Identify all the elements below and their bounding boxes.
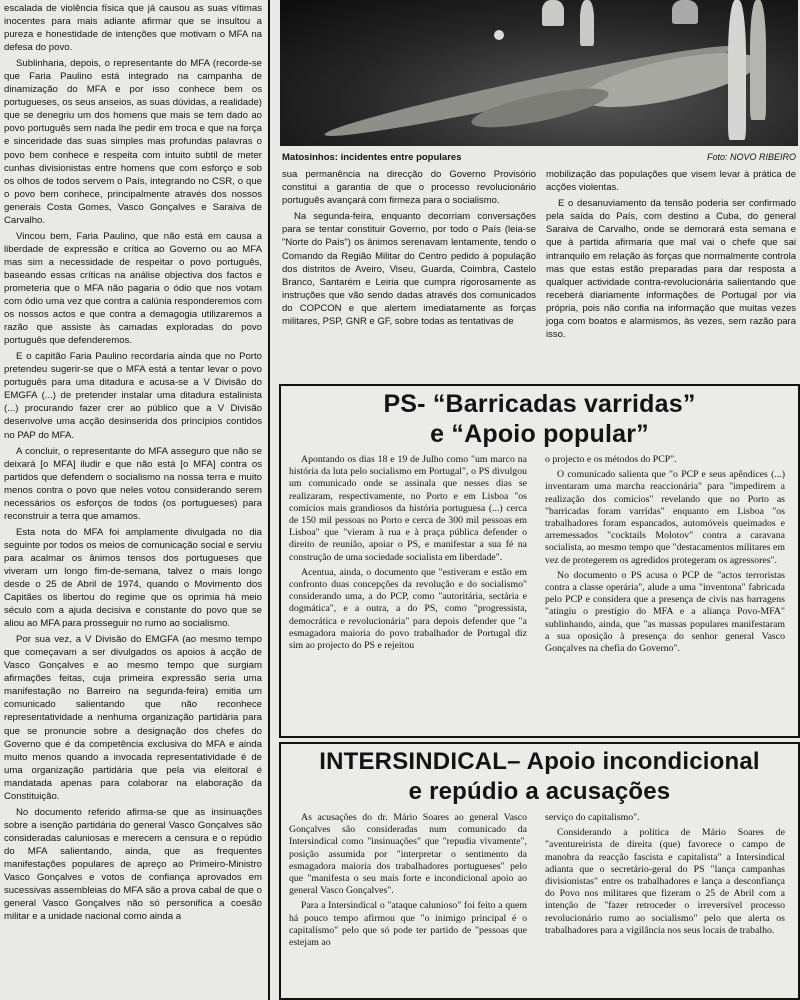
paragraph: Para a Intersindical o "ataque calunioso" foi feito a quem há pouco tempo afirmou que "o inimigo principal é o capitalismo" pelo que só pode ter partido de "pessoas que estejam ao	[289, 900, 527, 949]
paragraph: Por sua vez, a V Divisão do EMGFA (ao mesmo tempo que começavam a ser divulgados os apoios à acção de Vasco Gonçalves e ao mesmo tempo que surgiam afirmações feitas, cuja primeira expressão seria uma manifestação no Barreiro na segunda-feira) emitia um comunicado salientando que não reconhece representatividade a nenhuma organização partidária para que se pronuncie sobre a designação dos chefes do Governo que é da competência exclusiva do MFA e ainda muito menos quando a invocada representatividade é de uma organização partidária que pela via eleitoral é mandatada apenas para colaborar na elaboração da Constituição.	[4, 634, 262, 802]
paragraph: As acusações do dr. Mário Soares ao general Vasco Gonçalves são consideradas num comunicado da Intersindical como "insinuações" que "repudia vivamente", posição assumida por "interpretar o sentimento da esmagadora maioria dos trabalhadores portugueses" pelo que "manifesta o seu mais forte e incondicional apoio ao general Vasco Gonçalves".	[289, 812, 527, 897]
paragraph: No documento referido afirma-se que as insinuações sobre a isenção partidária do general Vasco Gonçalves são consideradas caluniosas e merecem a censura e o repúdio do MFA salientando, ainda, que as frequentes manifestações populares de apreço ao Primeiro-Ministro Vasco Gonçalves e votos de confiança aprovados em sucessivas assembleias do MFA são a prova cabal de que o general Vasco Gonçalves não só personifica a coesão militar e a unidade nacional como ainda a	[4, 806, 262, 923]
paragraph: O comunicado salienta que "o PCP e seus apêndices (...) inventaram uma marcha reaccionária" para "impedirem a realização dos comícios" revelando que no Porto as "barricadas foram varridas" enquanto em Lisboa "os trabalhadores foram espancados, automóveis queimados e arremessados "cocktails Molotov" contra a caravana socialista, ao mesmo tempo que "destacamentos militares em vez de protegerem os agredidos protegeram os agressores".	[545, 469, 785, 566]
paragraph: Sublinharia, depois, o representante do MFA (recorde-se que Faria Paulino está integrado na campanha de dinamização do MFA e por isso conhece bem os portugueses, os seus anseios, as suas dúvidas, a realidade) que se denegriu um dos homens que mais se tem dado ao povo português sem nada lhe pedir em troca e que na força e sinceridade das suas simples mas profundas palavras o povo bem conhece e respeita com intuito subtil de meter cunhas divisionistas entre homens que com esforço e sob os olhos de todos servem o País, integrando no CSR, o que o povo bem conhece, principalmente através dos nossos generais Costa Gomes, Vasco Gonçalves e Saraiva de Carvalho.	[4, 58, 262, 226]
paragraph: escalada de violência física que já causou as suas vítimas inocentes para mais adiante afirmar que se insultou a pureza e honestidade de intenções que motivam o MFA na defesa do povo.	[4, 3, 262, 54]
article-intersindical-box	[279, 742, 800, 1000]
paragraph: Apontando os dias 18 e 19 de Julho como "um marco na história da luta pelo socialismo em Portugal", o PS divulgou um comunicado onde se assinala que nesses dias se realizaram, respectivamente, no Porto e em Lisboa "os comícios mais grandiosos da história portuguesa (...) cerca de 150 mil pessoas no Porto e cerca de 300 mil pessoas em Lisboa" que "vieram à rua e à praça pública defender o direito de reunião, apoiar o PS, e manifestar a sua fé na construção de uma sociedade socialista em liberdade".	[289, 454, 527, 563]
article-headline: PS- “Barricadas varridas”	[383, 390, 696, 418]
article-column	[289, 454, 527, 730]
paragraph: Na segunda-feira, enquanto decorriam conversações para se tentar constituir Governo, por todo o País (leia-se "Norte do País") os ânimos serenavam lentamente, tendo o Comando da Região Militar do Centro pedido à população dos distritos de Aveiro, Viseu, Guarda, Coimbra, Castelo Branco, Santarém e Leiria que cumpra rigorosamente as instruções que vão sendo dadas através dos comunicados do COPCON e que alertem imediatamente as forças militares, PSP, GNR e GF, sobre todas as tentativas de	[282, 211, 536, 328]
paragraph: Esta nota do MFA foi amplamente divulgada no dia seguinte por todos os meios de comunicação social e serviu para acalmar os ânimos tensos dos portugueses que viveram um longo fim-de-semana, talvez o mais longo desde o 25 de Abril de 1974, quando o Movimento dos Capitães os libertou do regime que os oprimia há meio século com a ajuda decisiva e constante do povo que se aliou ao MFA para prosseguir no rumo ao socialismo.	[4, 526, 262, 630]
middle-column-text	[282, 168, 536, 378]
right-column-text	[546, 168, 796, 378]
paragraph: Vincou bem, Faria Paulino, que não está em causa a liberdade de expressão e crítica ao Governo ou ao MFA mas sim a necessidade de respeitar o povo português, baseando essas críticas na análise objectiva dos factos e prometeria que o MFA não pagaria o ódio que nos votam com ódio uma vez que contra a calúnia responderemos com os nossos actos e que contra a demagogia utilizaremos a razão que assiste às camadas exploradas do povo português que defenderemos.	[4, 230, 262, 347]
paragraph: mobilização das populações que visem levar à prática de acções violentas.	[546, 169, 796, 194]
paragraph: Acentua, ainda, o documento que "estiveram e estão em confronto duas concepções da revolução e do socialismo" considerando uma, a do PCP, como "autoritária, sectária e dogmática", e a outra, a do PS, como "progressista, democrática e revolucionária" para depois defender que "a esmagadora maioria do povo trabalhador de Portugal diz sim ao projecto do PS e rejeitou	[289, 566, 527, 652]
paragraph: No documento o PS acusa o PCP de "actos terroristas contra a classe operária", alude a uma "inventona" fabricada pelo PCP e considera que a presença de civis nas barragens "atingiu o prestígio do MFA e a aliança Povo-MFA" sublinhando, ainda, que "as massas populares manifestaram a sua oposição à presença do senhor general Vasco Gonçalves na chefia do Governo".	[545, 569, 785, 655]
photo-credit: Foto: NOVO RIBEIRO	[706, 152, 796, 162]
news-photo	[280, 0, 798, 146]
article-column	[545, 454, 785, 730]
photo-caption: Matosinhos: incidentes entre populares	[282, 152, 462, 163]
left-column-text	[4, 2, 262, 998]
column-divider	[268, 0, 270, 1000]
article-headline-line2: e repúdio a acusações	[408, 778, 671, 805]
paragraph: sua permanência na direcção do Governo Provisório constitui a garantia de que o processo revolucionário português avançará com firmeza para o socialismo.	[282, 169, 536, 207]
article-headline: INTERSINDICAL– Apoio incondicional	[319, 748, 760, 775]
article-headline-line2: e “Apoio popular”	[430, 420, 649, 448]
article-column	[545, 812, 785, 994]
paragraph: A concluir, o representante do MFA asseguro que não se deixará [o MFA] iludir e que não está [o MFA] contra os partidos que defendem o socialismo na nossa terra e muito menos contra o povo que neles votou considerando serem necessários os esforços de todos (os portugueses) para reconstruir a terra que amamos.	[4, 445, 262, 522]
paragraph: Considerando a política de Mário Soares de "aventureirista de direita (que) favorece o campo de manobra da reacção fascista e capitalista" a Intersindical adianta que o secretário-geral do PS "lança campanhas divisionistas" entre os trabalhadores e lança a desconfiança do Povo nos militares que fizeram o 25 de Abril com a intenção de "fazer retroceder o irreversível processo revolucionário rumo ao socialismo" pelo que alerta os trabalhadores para a vigilância nos seus locais de trabalho.	[545, 827, 785, 936]
paragraph: E o capitão Faria Paulino recordaria ainda que no Porto pretendeu sugerir-se que o MFA está a tentar levar o povo português para uma ditadura e acusa-se a V Divisão do EMGFA (...) de pretender instalar uma ditadura estalinista (...) procurando fazer crer ao público que a V Divisão desenvolve uma acção desinserida dos princípios contidos no PAP do MFA.	[4, 351, 262, 441]
article-ps-box	[279, 384, 800, 738]
paragraph: o projecto e os métodos do PCP".	[545, 454, 677, 465]
paragraph: E o desanuviamento da tensão poderia ser confirmado pela saída do País, com destino a Cuba, do general Saraiva de Carvalho, onde se demorará esta semana e que à partida afirmaria que mal vai o chefe que sai intranquilo em relação às forças que normalmente controla mas que estas estão preparadas para dar resposta a qualquer actividade contra-revolucionária salientando que receberá diariamente informações de Portugal por via própria, pois não confia na informação que muitas vezes joga com boatos e alarmismos, às vezes, sem razão para isso.	[546, 198, 796, 341]
article-column	[289, 812, 527, 994]
paragraph: serviço do capitalismo".	[545, 812, 640, 823]
